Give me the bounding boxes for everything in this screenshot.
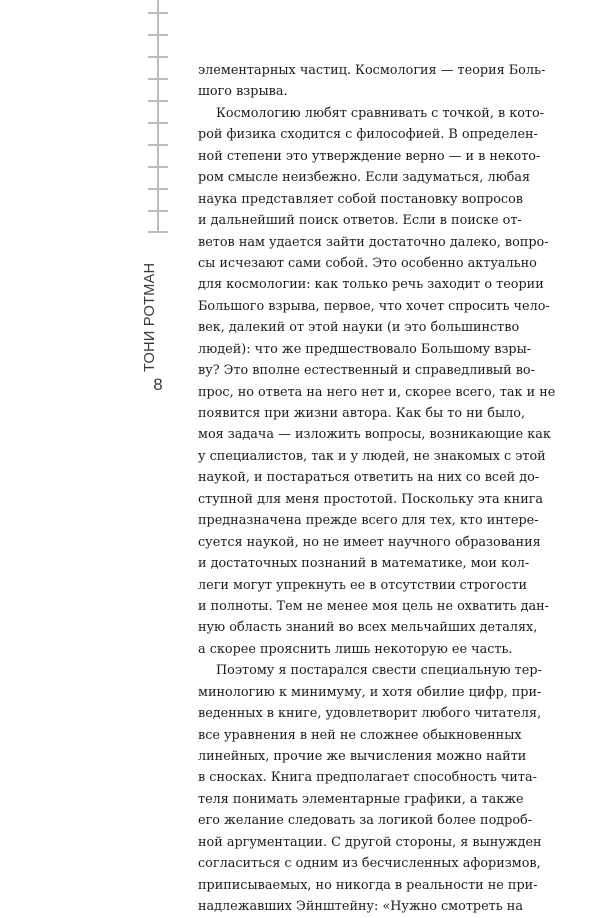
text-line: людей): что же предшествовало Большому взры-	[198, 341, 532, 357]
margin-tick	[148, 34, 168, 36]
text-line: моя задача — изложить вопросы, возникающие как	[198, 427, 551, 443]
text-line: предназначена прежде всего для тех, кто интере-	[198, 513, 539, 529]
text-line: линейных, прочие же вычисления можно найти	[198, 749, 527, 764]
page-number: 8	[153, 375, 163, 394]
text-line: для космологии: как только речь заходит о теории	[198, 277, 544, 293]
margin-tick	[148, 210, 168, 212]
text-line: суется наукой, но не имеет научного образования	[198, 534, 541, 550]
body-text	[198, 60, 556, 918]
margin-tick	[148, 12, 168, 14]
text-line: рой физика сходится с философией. В определен-	[198, 127, 538, 143]
margin-tick	[148, 188, 168, 190]
text-line: сы исчезают сами собой. Это особенно актуально	[198, 255, 537, 271]
text-line: ной степени это утверждение верно — и в некото-	[198, 148, 541, 164]
text-line: наукой, и постараться ответить на них со всей до-	[198, 470, 540, 486]
text-line: наука представляет собой постановку вопросов	[198, 191, 523, 207]
margin-tick	[148, 166, 168, 168]
text-line: век, далекий от этой науки (и это большинство	[198, 320, 520, 336]
text-line: его желание следовать за логикой более подроб-	[198, 813, 533, 829]
text-line: ной аргументации. С другой стороны, я вынужден	[198, 834, 542, 850]
margin-tick	[148, 56, 168, 58]
text-line: и полноты. Тем не менее моя цель не охватить дан-	[198, 598, 549, 614]
text-line: ром смысле неизбежно. Если задуматься, любая	[198, 170, 531, 186]
text-line: ву? Это вполне естественный и справедливый во-	[198, 363, 535, 379]
text-line: Космологию любят сравнивать с точкой, в кото-	[216, 105, 545, 121]
running-head	[140, 262, 176, 372]
text-line: согласиться с одним из бесчисленных афоризмов,	[198, 856, 541, 872]
text-line: ветов нам удается зайти достаточно далеко, вопро-	[198, 234, 549, 250]
text-line: минологию к минимуму, и хотя обилие цифр, при-	[198, 684, 542, 700]
margin-tick	[148, 122, 168, 124]
text-line: все уравнения в ней не сложнее обыкновенных	[198, 727, 522, 743]
text-line: и достаточных познаний в математике, мои кол-	[198, 556, 530, 572]
text-line: шого взрыва.	[198, 84, 288, 100]
text-line: веденных в книге, удовлетворит любого читателя,	[198, 706, 542, 722]
running-head-author: ТОНИ РОТМАН	[142, 262, 158, 372]
text-line: ступной для меня простотой. Поскольку эта книга	[198, 491, 544, 507]
margin-tick	[148, 231, 168, 233]
text-line: ную область знаний во всех мельчайших деталях,	[198, 620, 538, 636]
margin-tick	[148, 144, 168, 146]
text-line: в сносках. Книга предполагает способность чита-	[198, 770, 537, 786]
text-line: приписываемых, но никогда в реальности не при-	[198, 877, 538, 893]
margin-tick	[148, 78, 168, 80]
text-line: появится при жизни автора. Как бы то ни было,	[198, 406, 526, 421]
text-line: элементарных частиц. Космология — теория Боль-	[198, 63, 546, 78]
text-line: и дальнейший поиск ответов. Если в поиске от-	[198, 213, 522, 229]
text-line: Поэтому я постарался свести специальную тер-	[216, 663, 542, 679]
text-line: Большого взрыва, первое, что хочет спросить чело-	[198, 298, 550, 314]
text-line: прос, но ответа на него нет и, скорее всего, так и не	[198, 384, 556, 400]
text-line: а скорее прояснить лишь некоторую ее часть.	[198, 641, 513, 657]
text-line: леги могут упрекнуть ее в отсутствии строгости	[198, 577, 527, 593]
margin-tick	[148, 100, 168, 102]
text-line: у специалистов, так и у людей, не знакомых с этой	[198, 448, 546, 464]
text-line: надлежавших Эйнштейну: «Нужно смотреть на	[198, 899, 523, 915]
text-line: теля понимать элементарные графики, а также	[198, 791, 524, 807]
